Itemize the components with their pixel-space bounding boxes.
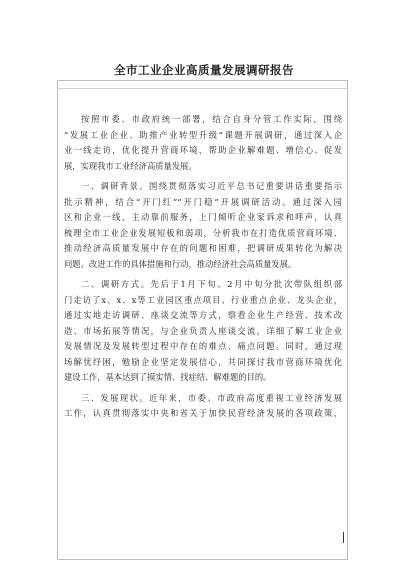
body-line: 按照市委、市政府统一部署，结合自身分管工作实际，围绕 xyxy=(81,114,342,124)
body-line: 通过实地走访调研、座谈交流等方式，察看企业生产经营、技术改 xyxy=(64,310,342,320)
body-line: 场解忧纾困，勉励企业坚定发展信心，共同探讨我市营商环境优化 xyxy=(64,356,342,367)
body-line: 问题、改进工作的具体措施和行动，推动经济社会高质量发展。 xyxy=(64,258,297,269)
body-line: 业一线走访，优化提升营商环境，帮助企业解难题、增信心、促发 xyxy=(64,145,342,155)
text-cursor xyxy=(343,532,344,543)
body-line: 二、调研方式。先后于1月下旬、2月中旬分批次带队组织部 xyxy=(81,279,342,289)
body-line: 工作，认真贯彻落实中央和省关于加快民营经济发展的各项政策， xyxy=(64,408,342,418)
body-line: “发展工业企业、助推产业转型升级”课题开展调研，通过深入企 xyxy=(64,129,342,140)
body-line: 梳理全市工业企业发展短板和弱项，分析我市在打造优质营商环境、 xyxy=(64,227,342,238)
body-line: 一、调研背景。围绕贯彻落实习近平总书记重要讲话重要指示 xyxy=(81,181,342,191)
document-body xyxy=(64,112,342,422)
body-line: 区和企业一线，主动靠前服务，上门倾听企业家诉求和呼声，认真 xyxy=(64,212,342,222)
body-line: 发展情况及发展转型过程中存在的难点、痛点问题。同时，通过现 xyxy=(64,341,342,351)
body-line: 展，实现我市工业经济高质量发展。 xyxy=(64,160,197,171)
body-line: 建设工作，基本达到了摸实情、找症结、解难题的目的。 xyxy=(64,372,272,382)
document-title: 全市工业企业高质量发展调研报告 xyxy=(114,63,294,77)
body-line: 推动经济高质量发展中存在的问题和困难，把调研成果转化为解决 xyxy=(64,243,342,253)
body-line: 三、发展现状。近年来，市委、市政府高度重视工业经济发展 xyxy=(81,392,342,403)
body-line: 门走访了x、x、x等工业园区重点项目、行业重点企业、龙头企业， xyxy=(64,294,342,305)
body-line: 造、市场拓展等情况，与企业负责人座谈交流，详细了解工业企业 xyxy=(64,325,342,336)
body-line: 批示精神，结合“开门红”“开门稳”开展调研活动。通过深入园 xyxy=(64,196,342,207)
frame-divider xyxy=(57,88,348,89)
